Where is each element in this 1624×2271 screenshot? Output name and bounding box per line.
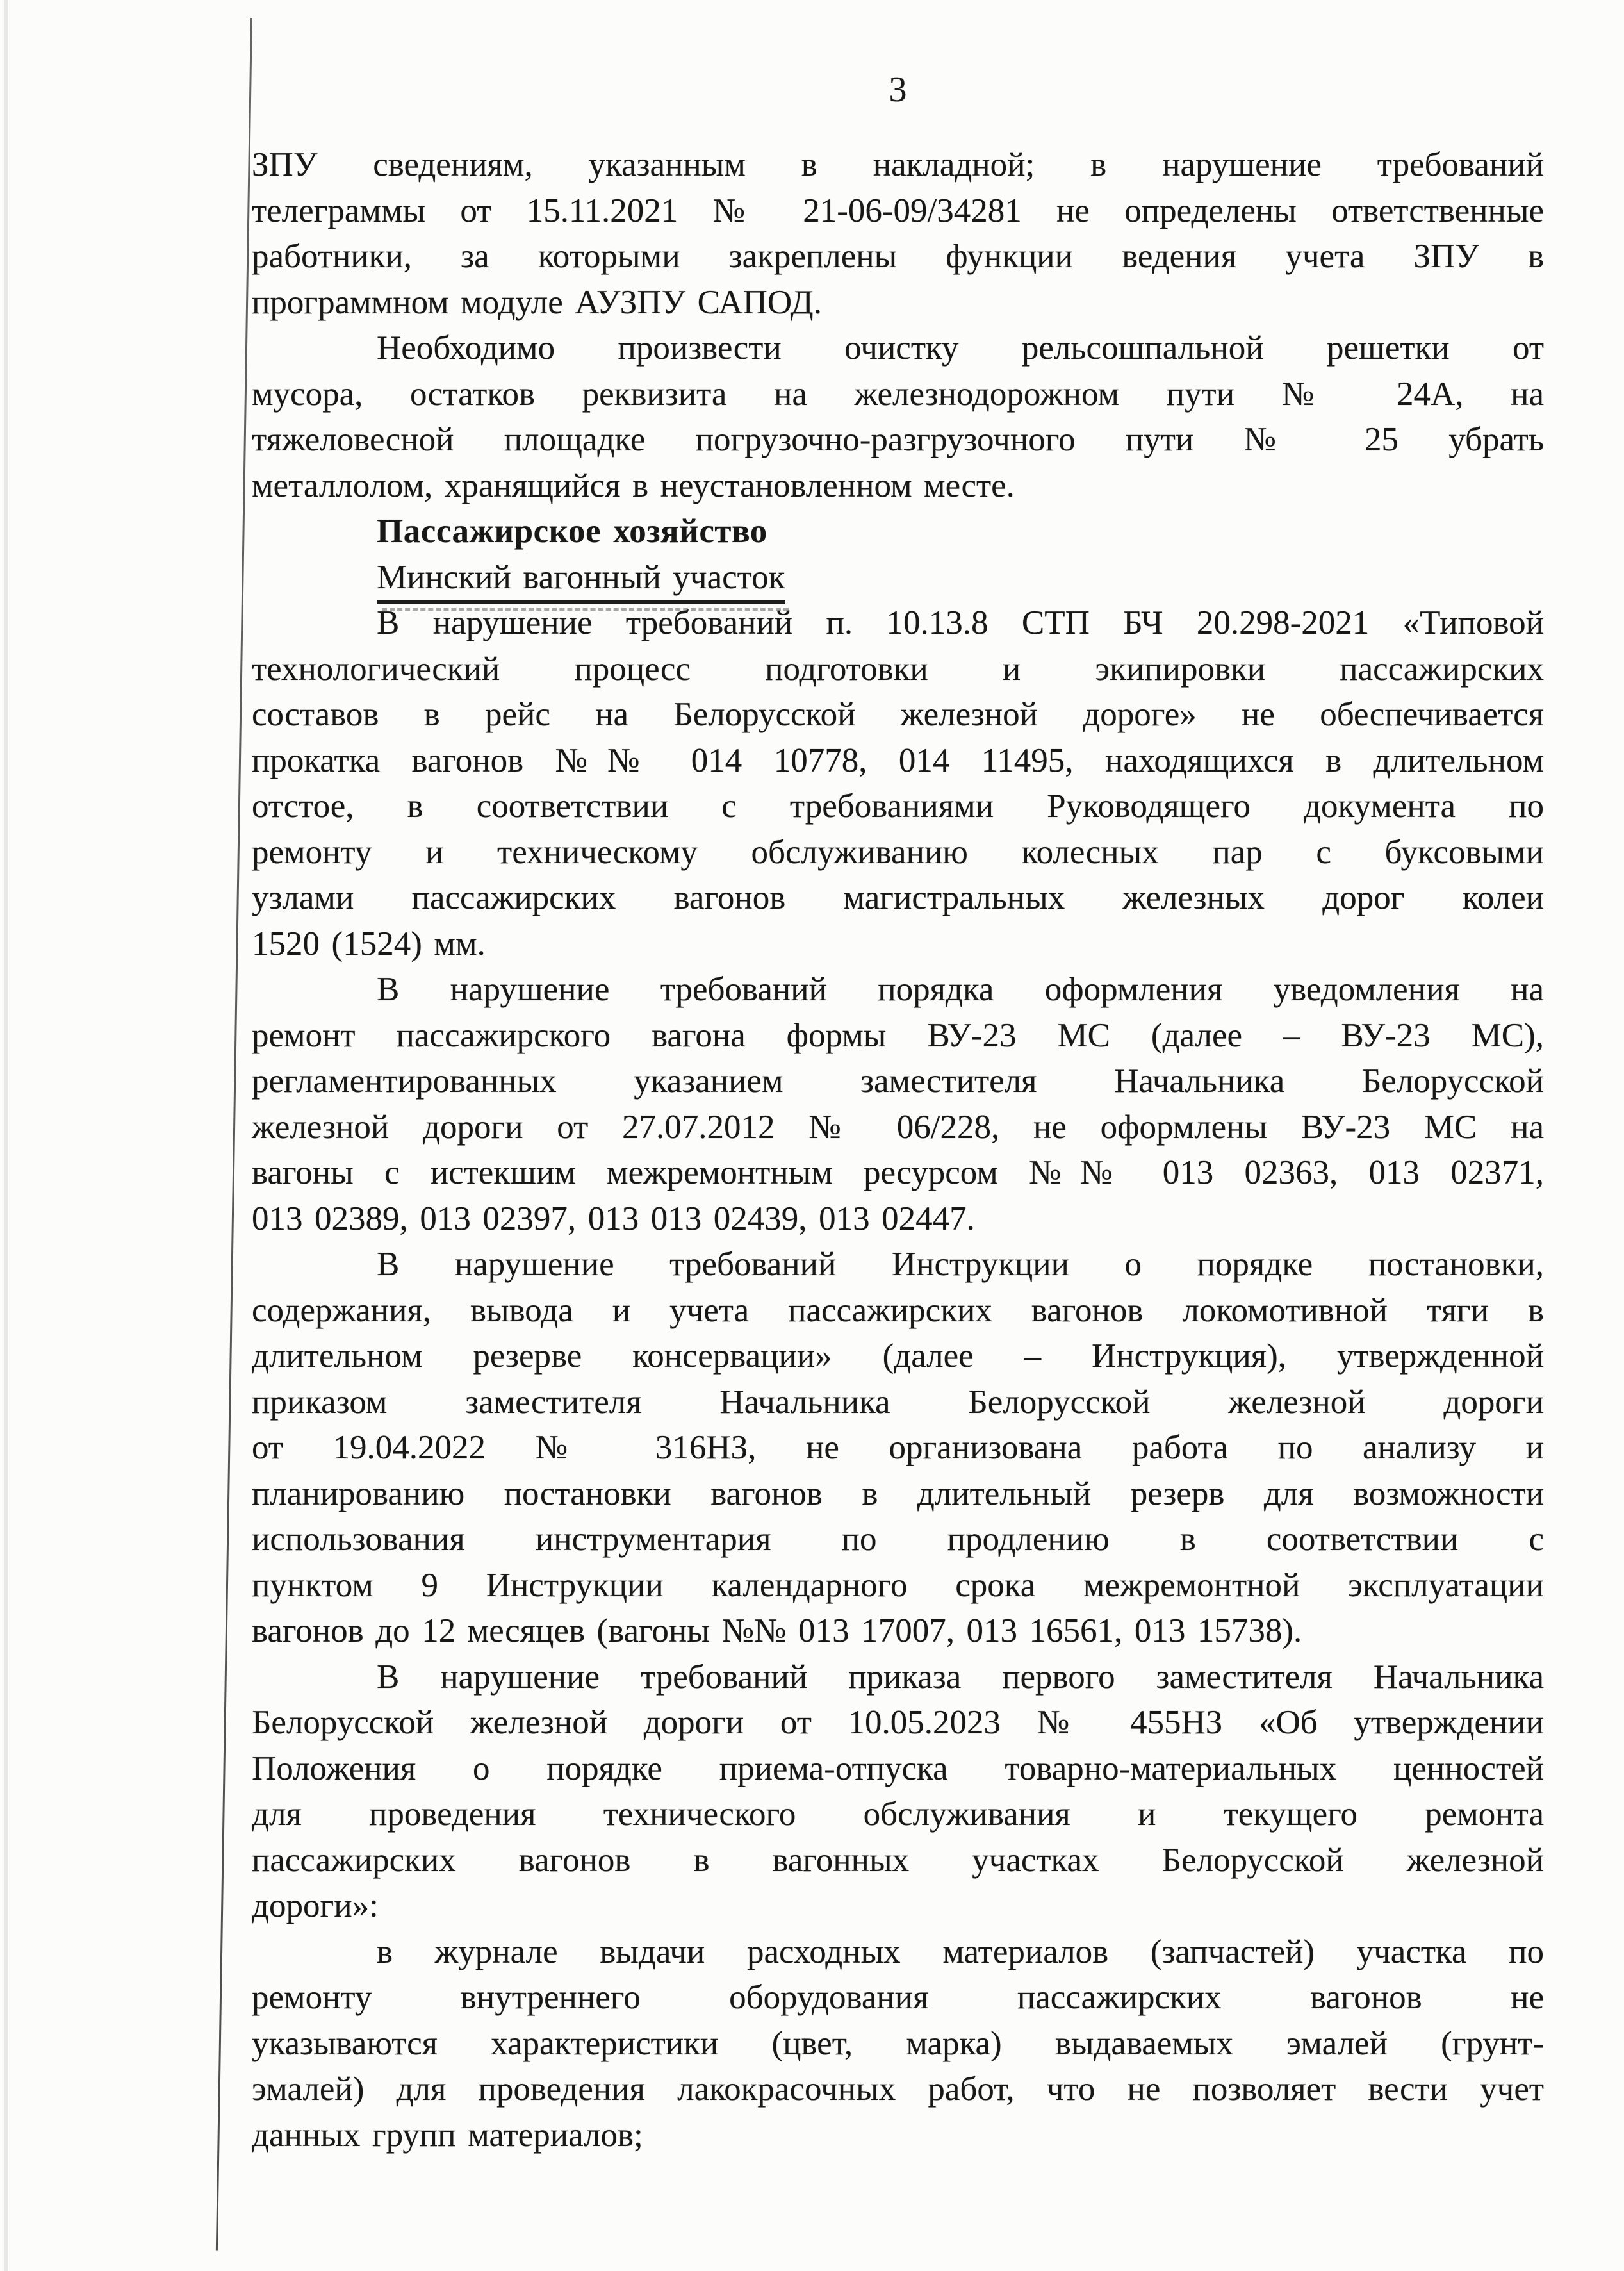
paragraph-line: металлолом, хранящийся в неустановленном месте. [252,467,1015,504]
paragraph-line: для проведения технического обслуживания и текущего ремонта [252,1796,1544,1833]
paragraph-line: планированию постановки вагонов в длительный резерв для возможности [252,1474,1544,1512]
paragraph-line: содержания, вывода и учета пассажирских вагонов локомотивной тяги в [252,1291,1544,1329]
section-heading: Пассажирское хозяйство [377,513,767,550]
paragraph-line: приказом заместителя Начальника Белорусской железной дороги [252,1383,1544,1421]
paragraph-line: пунктом 9 Инструкции календарного срока межремонтной эксплуатации [252,1566,1544,1604]
page-number: 3 [889,70,907,110]
paragraph-line: прокатка вагонов №№ 014 10778, 014 11495, находящихся в длительном [252,741,1544,779]
paragraph-line: технологический процесс подготовки и экипировки пассажирских [252,650,1544,688]
paragraph-line: данных групп материалов; [252,2116,643,2154]
scan-artifact-line [216,18,252,2251]
paragraph-line: отстое, в соответствии с требованиями Руководящего документа по [252,788,1544,825]
paragraph-line: мусора, остатков реквизита на железнодорожном пути № 24А, на [252,375,1544,413]
paragraph-line: железной дороги от 27.07.2012 № 06/228, не оформлены ВУ-23 МС на [252,1108,1544,1146]
paragraph-line: программном модуле АУЗПУ САПОД. [252,283,822,321]
paragraph-line: В нарушение требований Инструкции о порядке постановки, [377,1246,1544,1283]
paragraph-line: длительном резерве консервации» (далее – Инструкция), утвержденной [252,1337,1544,1375]
paragraph-line: работники, за которыми закреплены функции ведения учета ЗПУ в [252,238,1544,275]
paragraph-line: телеграммы от 15.11.2021 № 21-06-09/34281 не определены ответственные [252,192,1544,229]
paragraph-line: узлами пассажирских вагонов магистральных железных дорог колеи [252,879,1544,916]
paragraph-line: использования инструментария по продлению в соответствии с [252,1521,1544,1558]
scan-edge-shadow [4,0,8,2271]
paragraph-line: 013 02389, 013 02397, 013 013 02439, 013 02447. [252,1200,975,1237]
paragraph-line: составов в рейс на Белорусской железной дороге» не обеспечивается [252,696,1544,733]
paragraph-line: вагоны с истекшим межремонтным ресурсом №№ 013 02363, 013 02371, [252,1154,1544,1191]
paragraph-line: от 19.04.2022 № 316НЗ, не организована работа по анализу и [252,1429,1544,1466]
text-block [252,142,1544,2158]
paragraph-line: регламентированных указанием заместителя Начальника Белорусской [252,1062,1544,1100]
paragraph-line: вагонов до 12 месяцев (вагоны №№ 013 17007, 013 16561, 013 15738). [252,1612,1302,1649]
paragraph-line: 1520 (1524) мм. [252,925,486,962]
paragraph-line: Положения о порядке приема-отпуска товарно-материальных ценностей [252,1749,1544,1787]
paragraph-line: ЗПУ сведениям, указанным в накладной; в нарушение требований [252,146,1544,183]
subsection-heading [252,555,1544,601]
paragraph-line: в журнале выдачи расходных материалов (запчастей) участка по [377,1933,1544,1970]
paragraph-line: дороги»: [252,1887,379,1924]
paragraph-line: эмалей) для проведения лакокрасочных работ, что не позволяет вести учет [252,2070,1544,2108]
paragraph-line: Необходимо произвести очистку рельсошпальной решетки от [377,329,1544,367]
paragraph-line: тяжеловесной площадке погрузочно-разгрузочного пути № 25 убрать [252,421,1544,458]
paragraph-line: ремонту и техническому обслуживанию колесных пар с буксовыми [252,833,1544,871]
paragraph-line: В нарушение требований порядка оформления уведомления на [377,971,1544,1008]
paragraph-line: В нарушение требований приказа первого заместителя Начальника [377,1658,1544,1696]
paragraph-line: указываются характеристики (цвет, марка) выдаваемых эмалей (грунт- [252,2024,1544,2062]
paragraph-line: В нарушение требований п. 10.13.8 СТП БЧ 20.298-2021 «Типовой [377,604,1544,641]
paragraph-line: Белорусской железной дороги от 10.05.2023 № 455НЗ «Об утверждении [252,1704,1544,1741]
underlined-text: Минский вагонный участок [377,559,785,604]
paragraph-line: ремонт пассажирского вагона формы ВУ-23 МС (далее – ВУ-23 МС), [252,1016,1544,1054]
paragraph-line: ремонту внутреннего оборудования пассажирских вагонов не [252,1979,1544,2016]
paragraph-line: пассажирских вагонов в вагонных участках Белорусской железной [252,1841,1544,1879]
